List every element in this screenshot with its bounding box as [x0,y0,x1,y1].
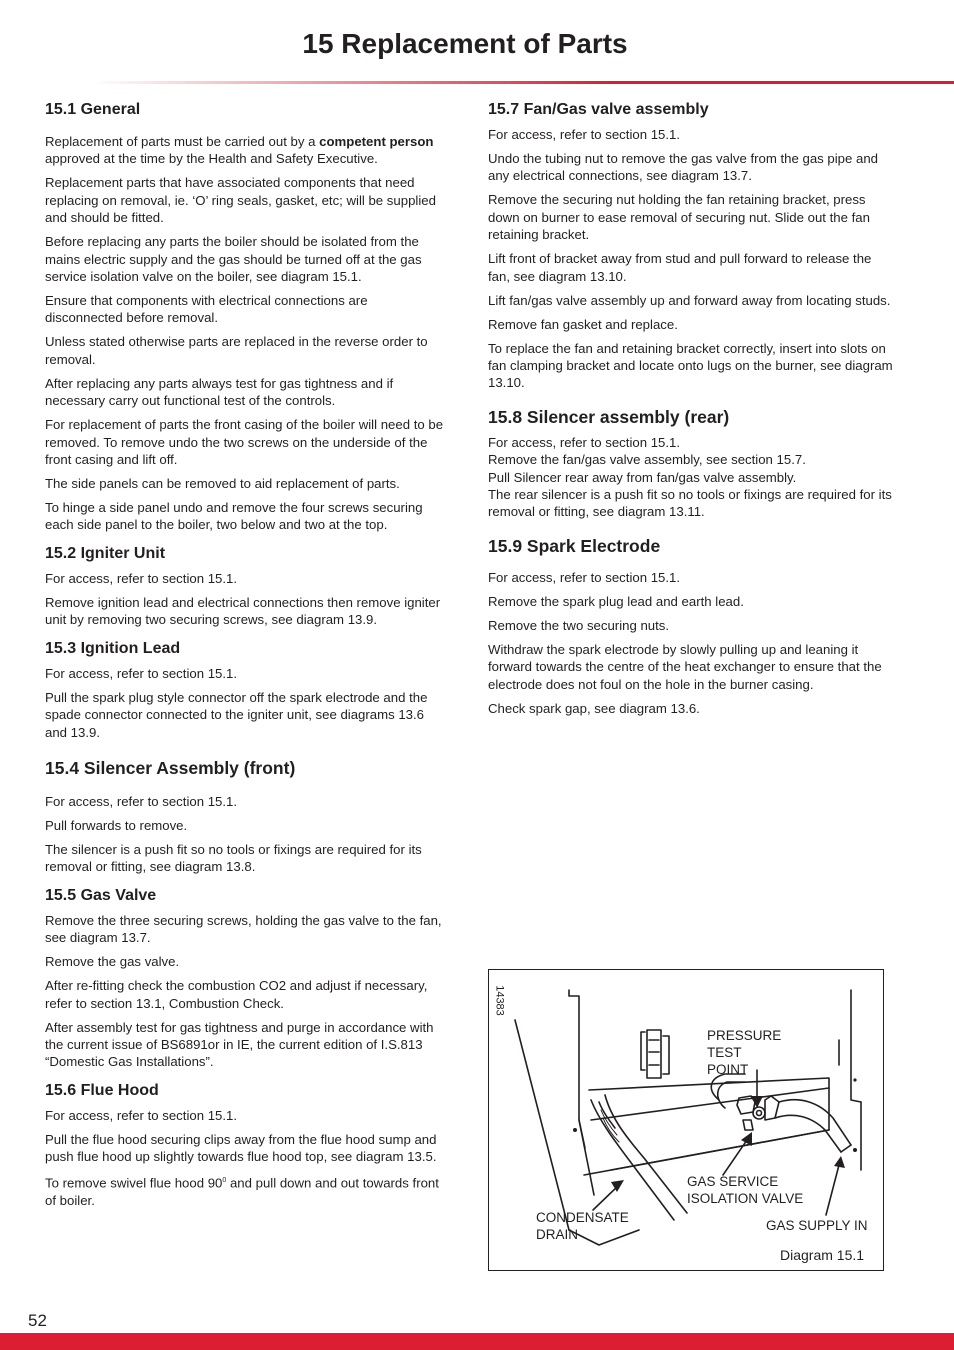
paragraph: For access, refer to section 15.1. [45,570,238,586]
paragraph: To remove swivel flue hood $90^0$ and pull down and out towards front of boiler. [45,1175,439,1208]
paragraph: After re-fitting check the combustion CO2 and adjust if necessary, refer to section 13.1, Combustion Check. [45,978,428,1011]
section-heading: 15.2 Igniter Unit [45,544,166,562]
paragraph: Unless stated otherwise parts are replaced in the reverse order to removal. [45,334,428,367]
label-gas-supply-in: GAS SUPPLY IN [766,1218,868,1233]
paragraph: Pull forwards to remove. [45,817,188,833]
label-condensate-drain: CONDENSATE DRAIN [536,1210,629,1242]
paragraph: Remove the spark plug lead and earth lead. [488,593,744,609]
paragraph: Pull the flue hood securing clips away from the flue hood sump and push flue hood up slightly towards flue hood top, see diagram 13.5. [45,1131,437,1165]
paragraph: For access, refer to section 15.1. [488,434,681,450]
section-heading: 15.9 Spark Electrode [488,535,661,556]
paragraph: The rear silencer is a push fit so no tools or fixings are required for its removal or fitting, see diagram 13.11. [488,487,892,520]
paragraph: Lift fan/gas valve assembly up and forward away from locating studs. [488,292,891,308]
label-gas-service-isolation-valve: GAS SERVICE ISOLATION VALVE [687,1174,804,1206]
paragraph: Pull the spark plug style connector off the spark electrode and the spade connector connected to the igniter unit, see diagrams 13.6 and 13.9. [45,689,428,740]
paragraph: For access, refer to section 15.1. [45,665,238,681]
paragraph: Check spark gap, see diagram 13.6. [488,700,700,716]
paragraph: Remove the fan/gas valve assembly, see section 15.7. [488,452,806,468]
paragraph: For access, refer to section 15.1. [45,793,238,809]
section-heading: 15.8 Silencer assembly (rear) [488,406,730,427]
page-number: 52 [28,1311,47,1330]
section-heading: 15.6 Flue Hood [45,1081,159,1099]
paragraph: Remove the two securing nuts. [488,617,670,633]
paragraph: After assembly test for gas tightness and purge in accordance with the current issue of BS6891or in IE, the current edition of I.S.813 “Domestic Gas Installations”. [45,1019,434,1070]
paragraph: Ensure that components with electrical connections are disconnected before removal. [45,293,368,326]
paragraph: For access, refer to section 15.1. [45,1107,238,1123]
paragraph: After replacing any parts always test for gas tightness and if necessary carry out functional test of the controls. [45,375,394,409]
title-rule [90,81,954,84]
paragraph: To hinge a side panel undo and remove the four screws securing each side panel to the boiler, two below and two at the top. [45,500,423,533]
diagram-15-1 [488,969,884,1271]
paragraph: Replacement of parts must be carried out by a competent person approved at the time by the Health and Safety Executive. [45,134,434,167]
paragraph: Replacement parts that have associated components that need replacing on removal, ie. ‘O’ ring seals, gasket, etc; will be supplied and should be fitted. [45,175,436,226]
paragraph: Withdraw the spark electrode by slowly pulling up and leaning it forward towards the centre of the heat exchanger to ensure that the electrode does not foul on the hole in the burner casing. [488,641,882,692]
right-column [488,100,893,724]
section-heading: 15.4 Silencer Assembly (front) [45,757,296,778]
paragraph: Undo the tubing nut to remove the gas valve from the gas pipe and any electrical connections, see diagram 13.7. [488,151,879,184]
paragraph: The silencer is a push fit so no tools or fixings are required for its removal or fitting, see diagram 13.8. [45,841,422,875]
paragraph: For replacement of parts the front casing of the boiler will need to be removed. To remove undo the two screws on the underside of the front casing and lift off. [45,417,444,468]
section-heading: 15.7 Fan/Gas valve assembly [488,101,709,118]
section-heading: 15.5 Gas Valve [45,886,157,904]
paragraph: Before replacing any parts the boiler should be isolated from the mains electric supply and the gas should be turned off at the gas service isolation valve on the boiler, see diagram 15.1. [45,234,422,285]
paragraph: To replace the fan and retaining bracket correctly, insert into slots on fan clamping bracket and locate onto lugs on the burner, see diagram 13.10. [488,340,893,391]
paragraph: Remove fan gasket and replace. [488,316,678,332]
page-title: 15 Replacement of Parts [302,28,628,59]
paragraph: Remove the securing nut holding the fan retaining bracket, press down on burner to ease removal of securing nut. Slide out the fan retaining bracket. [488,192,870,243]
left-column [45,100,445,1216]
label-pressure-test-point: PRESSURE TEST POINT [707,1028,782,1077]
paragraph: For access, refer to section 15.1. [488,569,681,585]
footer-bar [0,1333,954,1350]
paragraph: Lift front of bracket away from stud and pull forward to release the fan, see diagram 13.10. [488,251,872,284]
section-heading: 15.1 General [45,101,141,118]
section-heading: 15.3 Ignition Lead [45,639,181,657]
paragraph: The side panels can be removed to aid replacement of parts. [45,476,400,492]
diagram-reference-number: 14383 [493,985,506,1016]
paragraph: Remove ignition lead and electrical connections then remove igniter unit by removing two securing screws, see diagram 13.9. [45,594,441,628]
paragraph: Pull Silencer rear away from fan/gas valve assembly. [488,469,797,485]
paragraph: Remove the three securing screws, holding the gas valve to the fan, see diagram 13.7. [45,912,442,946]
paragraph: For access, refer to section 15.1. [488,127,681,142]
paragraph: Remove the gas valve. [45,954,180,970]
diagram-caption: Diagram 15.1 [780,1247,865,1263]
